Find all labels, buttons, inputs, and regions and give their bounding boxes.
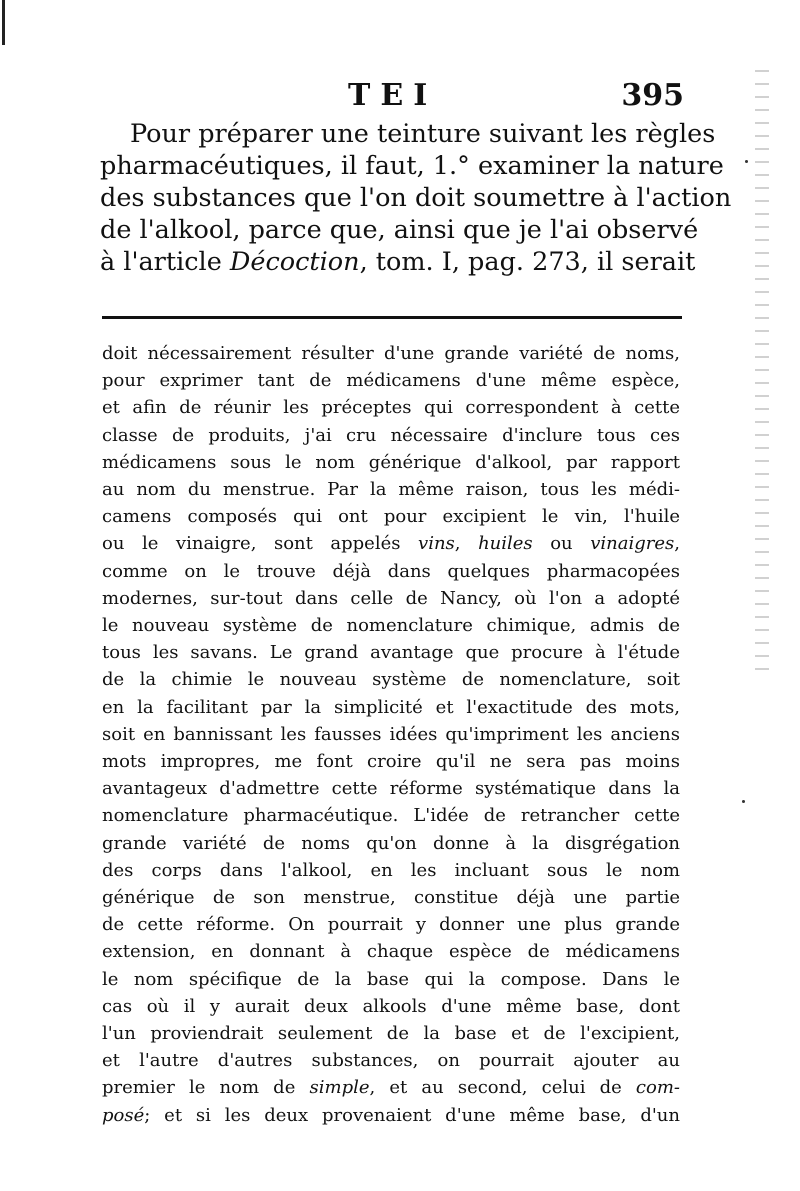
text-fragment: et si les deux provenaient d'une même base, d'un [164,1104,680,1126]
footnote-line: le nom spécifique de la base qui la compose. Dans le [102,968,680,990]
text-fragment: ou le vinaigre, sont appelés [102,533,401,555]
text-fragment: , [674,533,680,555]
ink-speck [742,800,745,803]
text-fragment: ; [144,1104,151,1126]
footnote-line: soit en bannissant les fausses idées qu'impriment les anciens [102,723,680,745]
italic-word: huiles [478,533,533,555]
footnote-line [102,1102,680,1129]
running-title: TEI [348,78,438,113]
footnote-line: avantageux d'admettre cette réforme systématique dans la [102,778,680,800]
text-line: pharmacéutiques, il faut, 1.° examiner la nature [100,151,724,181]
footnote-line: extension, en donnant à chaque espèce de médicamens [102,941,680,963]
footnote-line: le nouveau système de nomenclature chimique, admis de [102,615,680,637]
footnote-line: au nom du menstrue. Par la même raison, tous les médi- [102,479,680,501]
text-fragment: à l'article [100,247,222,277]
footnote-line: camens composés qui ont pour excipient le vin, l'huile [102,506,680,528]
footnote-line: nomenclature pharmacéutique. L'idée de retrancher cette [102,805,680,827]
footnote-line: doit nécessairement résulter d'une grande variété de noms, [102,343,680,364]
footnote-line [102,530,680,557]
footnote-line: de cette réforme. On pourrait y donner une plus grande [102,914,680,936]
footnote-line: médicamens sous le nom générique d'alkool, par rapport [102,451,680,473]
main-text [100,118,732,278]
page-number: 395 [621,78,684,113]
text-line: des substances que l'on doit soumettre à l'action [100,183,732,213]
footnote-line: cas où il y aurait deux alkools d'une même base, dont [102,995,680,1017]
footnote-line [102,1074,680,1101]
text-line [100,246,696,278]
footnote-separator [102,316,682,319]
text-fragment: , tom. I, pag. 273, il serait [359,247,696,277]
footnote-line: des corps dans l'alkool, en les incluant sous le nom [102,859,680,881]
page-edge-mark [2,0,5,45]
text-fragment: , [454,533,461,555]
footnote-line: et afin de réunir les préceptes qui correspondent à cette [102,397,680,419]
footnote-line: pour exprimer tant de médicamens d'une même espèce, [102,370,680,392]
text-line: Pour préparer une teinture suivant les règles [130,119,716,149]
footnote-line: l'un proviendrait seulement de la base et de l'excipient, [102,1023,680,1045]
footnote-line: comme on le trouve déjà dans quelques pharmacopées [102,560,680,582]
footnote-line: grande variété de noms qu'on donne à la disgrégation [102,832,680,854]
italic-word: posé [102,1104,145,1126]
italic-word: simple [309,1077,370,1099]
italic-word: com- [635,1077,680,1099]
running-header [100,78,690,118]
footnote-line: générique de son menstrue, constitue déjà une partie [102,887,680,909]
footnote-line: et l'autre d'autres substances, on pourrait ajouter au [102,1050,680,1072]
italic-reference: Décoction [229,247,360,277]
ink-speck [745,160,748,163]
italic-word: vins [418,533,455,555]
footnote-line: modernes, sur-tout dans celle de Nancy, où l'on a adopté [102,587,680,609]
footnote-line: de la chimie le nouveau système de nomenclature, soit [102,669,680,691]
footnote-line: mots impropres, me font croire qu'il ne sera pas moins [102,751,680,773]
footnote-line: tous les savans. Le grand avantage que procure à l'étude [102,642,680,664]
italic-word: vinaigres [590,533,675,555]
text-fragment: ou [550,533,573,555]
text-fragment: premier le nom de [102,1077,296,1099]
text-line: de l'alkool, parce que, ainsi que je l'ai observé [100,215,699,245]
footnote-line: en la facilitant par la simplicité et l'exactitude des mots, [102,696,680,718]
margin-speckles [755,70,769,670]
text-fragment: , et au second, celui de [369,1077,622,1099]
footnote-line: classe de produits, j'ai cru nécessaire d'inclure tous ces [102,424,680,446]
footnote-text [102,340,680,1129]
